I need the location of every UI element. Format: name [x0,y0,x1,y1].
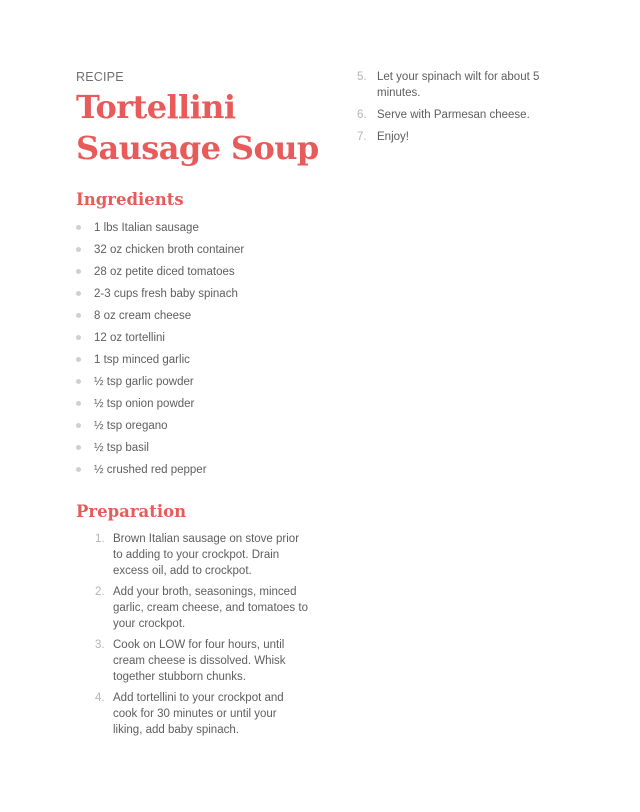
ingredient-text: ½ tsp onion powder [94,398,195,410]
step-text: Enjoy! [377,131,409,143]
ingredient-text: ½ tsp garlic powder [94,376,194,388]
step-number: 2. [95,586,105,598]
step-text: Add your broth, seasonings, minced garlic, cream cheese, and tomatoes to your crockpot. [113,586,308,630]
step-item [76,637,308,685]
ingredients-heading: Ingredients [76,190,184,209]
ingredient-text: 32 oz chicken broth container [94,244,245,256]
step-number: 1. [95,533,105,545]
bullet-icon [76,379,81,384]
bullet-icon [76,269,81,274]
ingredient-text: ½ tsp oregano [94,420,168,432]
step-item [357,129,557,145]
step-number: 6. [357,109,367,121]
ingredient-item [76,239,326,261]
ingredient-item [76,459,326,481]
ingredient-item [76,437,326,459]
step-item [357,69,557,101]
ingredient-text: ½ tsp basil [94,442,149,454]
bullet-icon [76,401,81,406]
step-text: Cook on LOW for four hours, until cream cheese is dissolved. Whisk together stubborn chunks. [113,639,286,683]
recipe-eyebrow: RECIPE [76,70,124,84]
step-text: Let your spinach wilt for about 5 minutes. [377,71,540,99]
bullet-icon [76,335,81,340]
recipe-title-line1: Tortellini [76,88,236,126]
left-column [76,69,326,736]
ingredient-text: 1 lbs Italian sausage [94,222,199,234]
step-number: 7. [357,131,367,143]
bullet-icon [76,225,81,230]
recipe-title-line2: Sausage Soup [76,129,319,167]
ingredient-item [76,371,326,393]
preparation-steps-left [76,531,308,743]
ingredient-item [76,415,326,437]
preparation-heading: Preparation [76,502,187,521]
bullet-icon [76,247,81,252]
step-item [76,531,308,579]
bullet-icon [76,313,81,318]
step-item [76,584,308,632]
ingredient-text: 12 oz tortellini [94,332,165,344]
step-text: Brown Italian sausage on stove prior to adding to your crockpot. Drain excess oil, add to crockpot. [113,533,300,577]
ingredient-item [76,327,326,349]
ingredient-item [76,283,326,305]
ingredient-item [76,349,326,371]
step-item [357,107,557,123]
ingredient-item [76,393,326,415]
bullet-icon [76,467,81,472]
bullet-icon [76,445,81,450]
recipe-title [76,87,326,169]
ingredient-text: 1 tsp minced garlic [94,354,190,366]
ingredient-text: 28 oz petite diced tomatoes [94,266,235,278]
step-number: 5. [357,71,367,83]
step-item [76,690,308,738]
bullet-icon [76,423,81,428]
bullet-icon [76,291,81,296]
step-text: Add tortellini to your crockpot and cook for 30 minutes or until your liking, add baby spinach. [113,692,284,736]
ingredient-item [76,305,326,327]
ingredient-text: 8 oz cream cheese [94,310,192,322]
ingredient-item [76,261,326,283]
step-number: 3. [95,639,105,651]
ingredient-item [76,217,326,239]
ingredient-text: ½ crushed red pepper [94,464,207,476]
right-column [357,69,557,151]
ingredient-text: 2-3 cups fresh baby spinach [94,288,238,300]
step-text: Serve with Parmesan cheese. [377,109,530,121]
bullet-icon [76,357,81,362]
ingredients-list [76,217,326,481]
preparation-steps-right [357,69,557,145]
step-number: 4. [95,692,105,704]
